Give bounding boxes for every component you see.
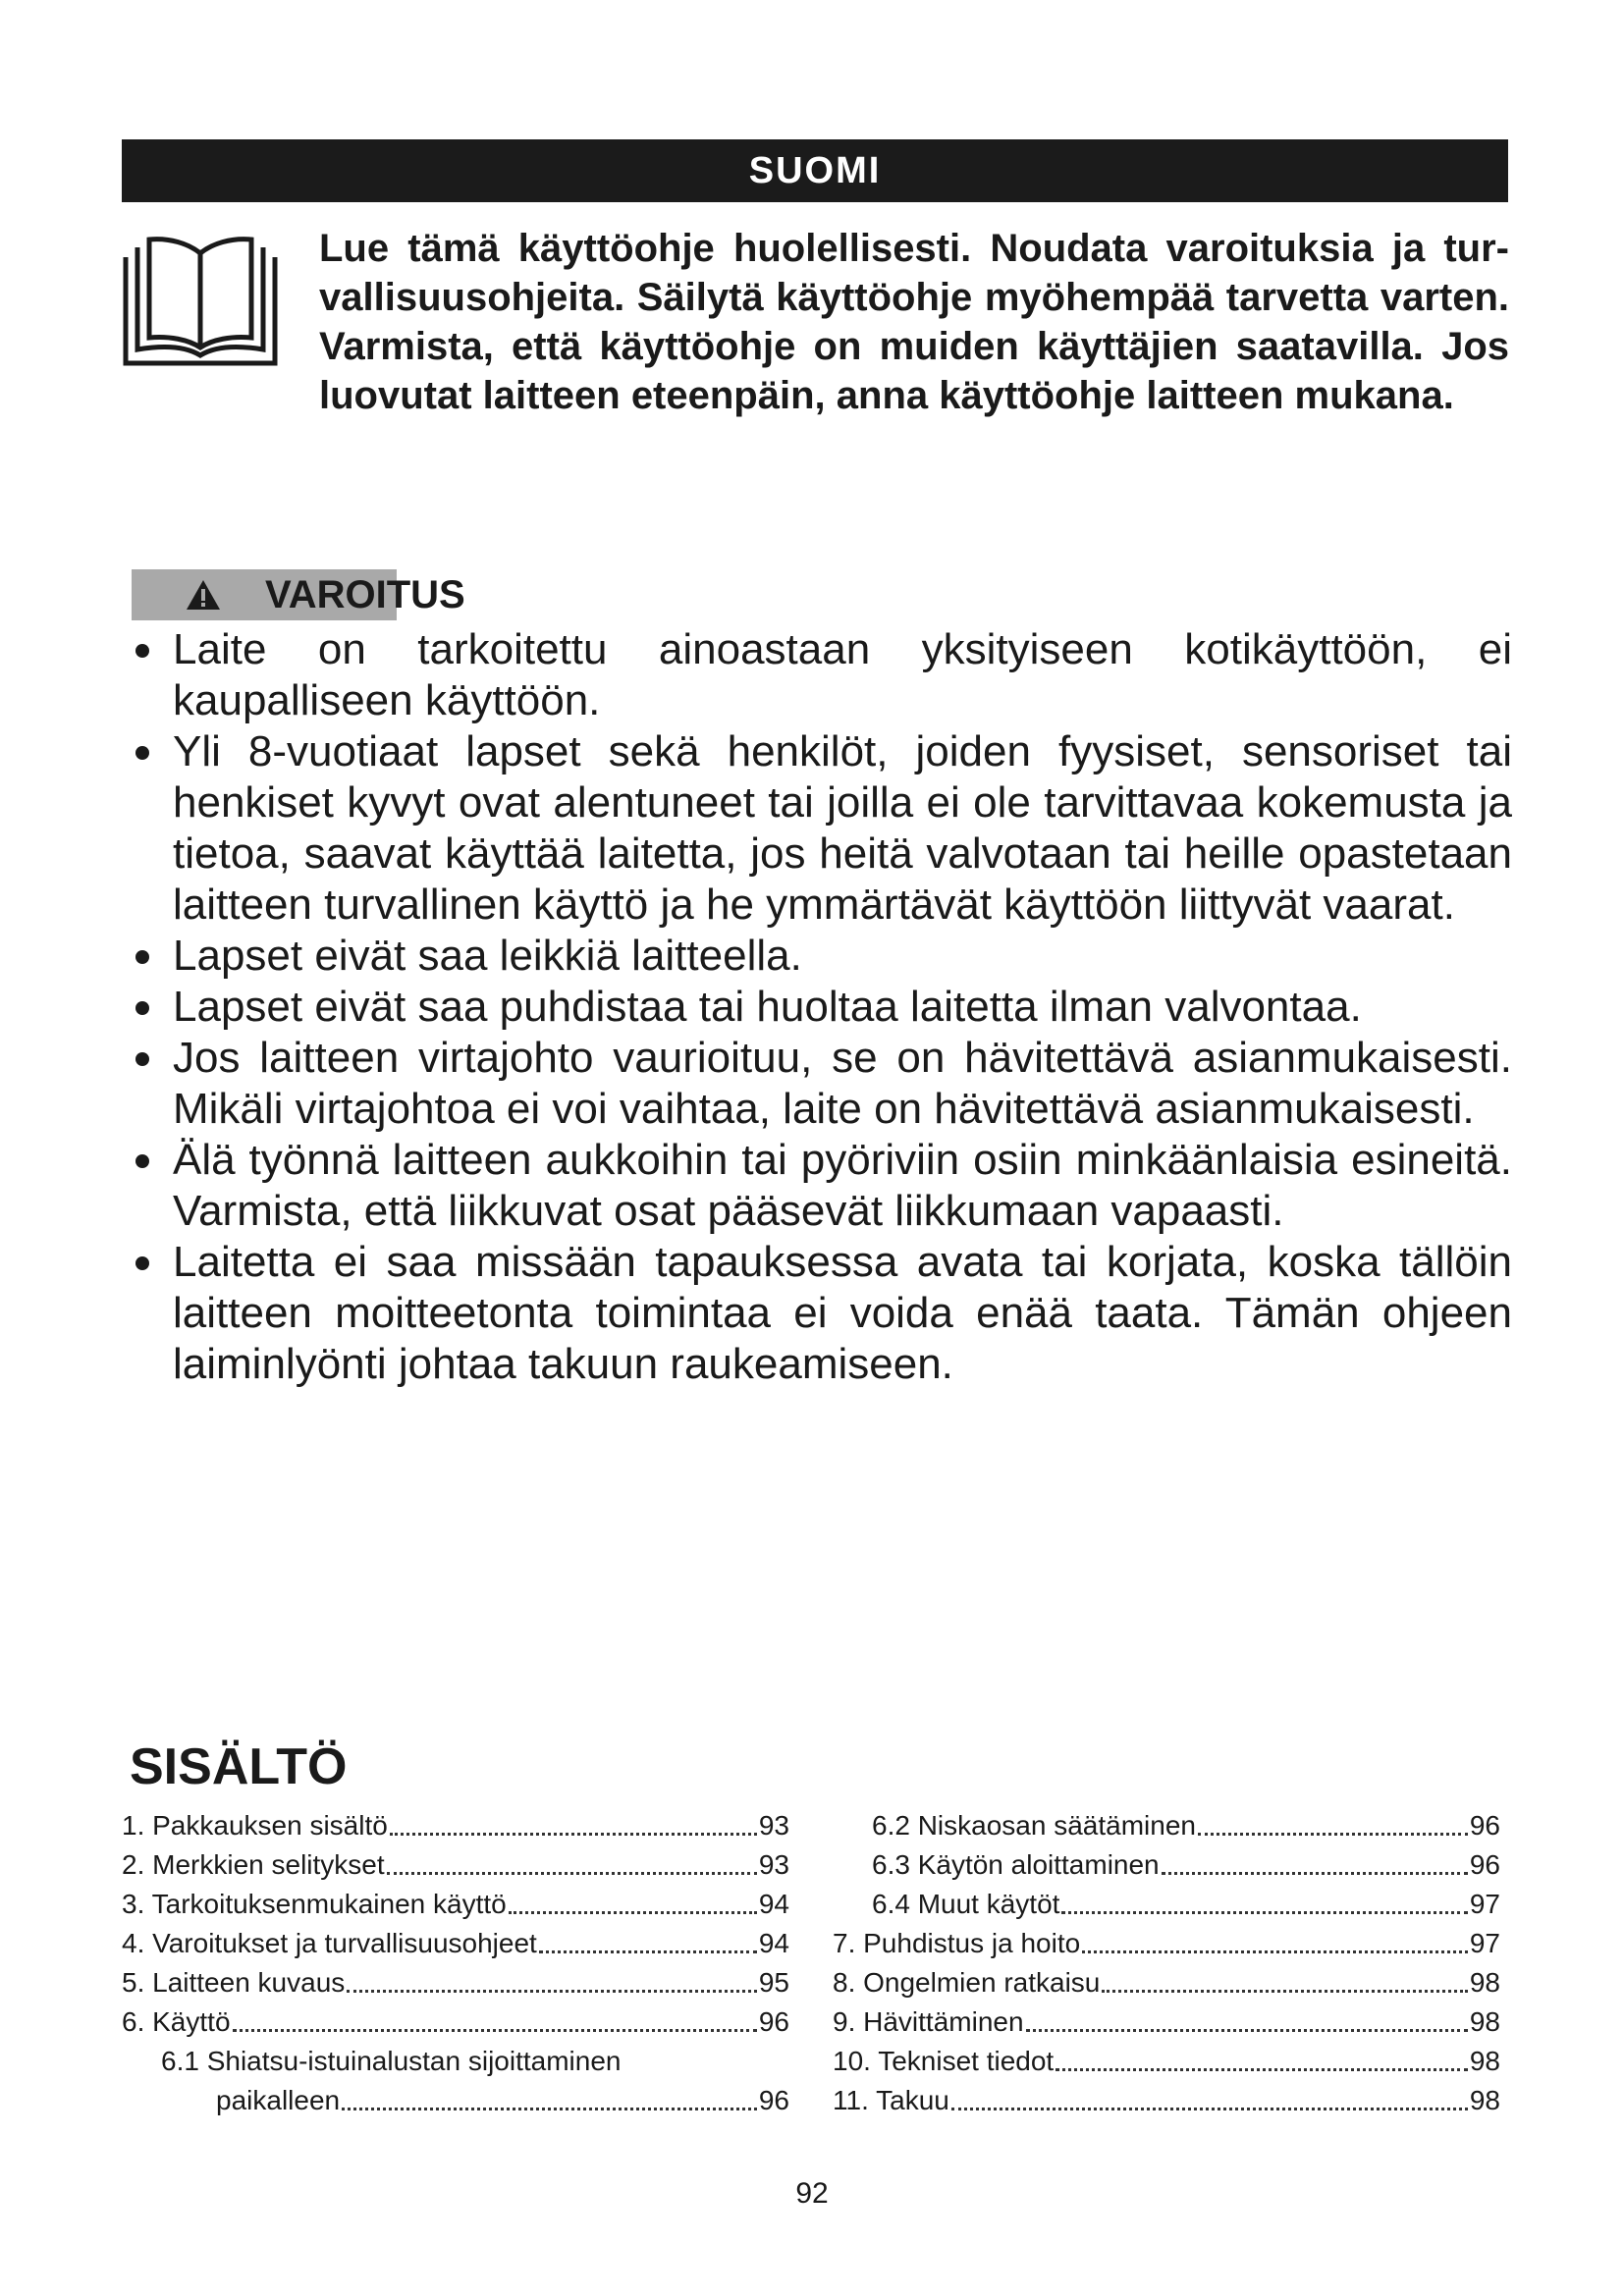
list-item <box>126 931 1512 982</box>
toc-entry <box>833 1845 1500 1885</box>
toc-leader <box>1026 2029 1468 2032</box>
bullet-icon <box>135 1052 149 1066</box>
toc-entry <box>833 1924 1500 1963</box>
toc-entry <box>833 2081 1500 2120</box>
toc-entry-label: 5. Laitteen kuvaus <box>122 1967 346 1998</box>
list-item <box>126 1135 1512 1237</box>
toc-entry-label: 7. Puhdistus ja hoito <box>833 1928 1081 1958</box>
toc-entry-label: 6. Käyttö <box>122 2006 231 2037</box>
toc-entry-label: 6.3 Käytön aloittaminen <box>872 1849 1160 1880</box>
list-item <box>126 726 1512 931</box>
list-item-text: Jos laitteen virtajohto vaurioituu, se on hävitettävä asianmukaisesti. Mikäli virtajohtoa ei voi vaihtaa, laite on hävitettävä asianmukaisesti. <box>173 1034 1512 1133</box>
toc-leader <box>347 1990 757 1993</box>
warning-list <box>126 624 1512 1390</box>
bullet-icon <box>135 644 149 658</box>
toc-entry <box>122 1845 789 1885</box>
toc-entry <box>122 1806 789 1845</box>
toc-entry-label: 6.4 Muut käytöt <box>872 1889 1060 1919</box>
toc-column-right <box>833 1806 1500 2120</box>
toc-entry-label: 11. Takuu <box>833 2085 949 2115</box>
toc-entry-page: 98 <box>1469 2085 1500 2115</box>
toc-entry <box>122 1924 789 1963</box>
list-item-text: Laite on tarkoitettu ainoastaan yksityiseen kotikäyttöön, ei kaupalliseen käyttöön. <box>173 625 1512 724</box>
toc-entry <box>833 1885 1500 1924</box>
bullet-icon <box>135 1154 149 1168</box>
toc-entry-label: 6.1 Shiatsu-istuinalustan sijoittaminen <box>161 2046 622 2076</box>
toc-column-left <box>122 1806 789 2120</box>
list-item <box>126 1033 1512 1135</box>
toc-entry-page: 97 <box>1469 1889 1500 1919</box>
toc-entry-label: 4. Varoitukset ja turvallisuusohjeet <box>122 1928 537 1958</box>
bullet-icon <box>135 950 149 964</box>
toc-entry-page: 96 <box>758 2006 789 2037</box>
toc-leader <box>1061 1911 1467 1914</box>
toc-leader <box>342 2108 757 2110</box>
toc-entry <box>122 1885 789 1924</box>
toc-leader <box>1198 1833 1468 1836</box>
toc-entry-page: 98 <box>1469 1967 1500 1998</box>
toc-entry-label: 6.2 Niskaosan säätäminen <box>872 1810 1196 1841</box>
toc-entry <box>833 2002 1500 2042</box>
intro-text: Lue tämä käyttöohje huolellisesti. Noudata varoituksia ja turvallisuusohjeita. Säilytä käyttöohje myöhempää tarvetta varten. Varmista, että käyttöohje on muiden käyttäjien saatavilla. Jos luovutat laitteen eteenpäin, anna käyttöohje laitteen mukana. <box>319 227 1509 417</box>
toc-entry <box>833 1806 1500 1845</box>
list-item <box>126 624 1512 726</box>
list-item-text: Lapset eivät saa leikkiä laitteella. <box>173 932 802 980</box>
list-item <box>126 1237 1512 1390</box>
toc-entry-page: 94 <box>758 1889 789 1919</box>
toc-entry <box>122 2081 789 2120</box>
open-book-icon <box>122 236 279 368</box>
toc-entry-page: 97 <box>1469 1928 1500 1958</box>
toc-entry-page: 96 <box>1469 1810 1500 1841</box>
toc-entry <box>833 2042 1500 2081</box>
toc-entry-label: 1. Pakkauksen sisältö <box>122 1810 388 1841</box>
toc-entry-page: 96 <box>1469 1849 1500 1880</box>
toc-entry-page: 94 <box>758 1928 789 1958</box>
toc-entry-page: 93 <box>758 1810 789 1841</box>
toc-title: SISÄLTÖ <box>130 1738 348 1795</box>
language-banner: SUOMI <box>122 139 1508 202</box>
toc-entry <box>122 2042 789 2081</box>
toc-leader <box>233 2029 757 2032</box>
toc-leader <box>1082 1950 1468 1953</box>
toc-entry-label: 8. Ongelmien ratkaisu <box>833 1967 1101 1998</box>
toc-entry-label: 10. Tekniset tiedot <box>833 2046 1055 2076</box>
warning-triangle-icon <box>185 578 222 612</box>
toc-entry-label: 3. Tarkoituksenmukainen käyttö <box>122 1889 507 1919</box>
list-item <box>126 982 1512 1033</box>
bullet-icon <box>135 1001 149 1015</box>
toc-leader <box>1056 2068 1468 2071</box>
toc-leader <box>387 1872 757 1875</box>
toc-entry-label: 2. Merkkien selitykset <box>122 1849 385 1880</box>
page-number: 92 <box>795 2177 829 2210</box>
list-item-text: Lapset eivät saa puhdistaa tai huoltaa laitetta ilman valvontaa. <box>173 983 1362 1031</box>
list-item-text: Älä työnnä laitteen aukkoihin tai pyöriviin osiin minkäänlaisia esineitä. Varmista, että liikkuvat osat pääsevät liikkumaan vapaasti. <box>173 1136 1512 1235</box>
toc-entry-page: 96 <box>758 2085 789 2115</box>
toc-entry-page: 98 <box>1469 2046 1500 2076</box>
toc-entry <box>833 1963 1500 2002</box>
bullet-icon <box>135 746 149 760</box>
bullet-icon <box>135 1256 149 1270</box>
toc-leader <box>539 1950 757 1953</box>
list-item-text: Laitetta ei saa missään tapauksessa avata tai korjata, koska tällöin laitteen moitteetonta toimintaa ei voida enää taata. Tämän ohjeen laiminlyönti johtaa takuun raukeamiseen. <box>173 1238 1512 1388</box>
toc-leader <box>509 1911 757 1914</box>
toc-entry-page: 95 <box>758 1967 789 1998</box>
toc-entry-page: 98 <box>1469 2006 1500 2037</box>
toc-leader <box>390 1833 757 1836</box>
toc-entry <box>122 2002 789 2042</box>
toc-entry-page: 93 <box>758 1849 789 1880</box>
warning-label: VAROITUS <box>265 573 465 616</box>
toc-leader <box>1162 1872 1468 1875</box>
warning-header <box>132 569 642 620</box>
toc-entry-label: 9. Hävittäminen <box>833 2006 1024 2037</box>
toc-leader <box>1102 1990 1467 1993</box>
toc-entry <box>122 1963 789 2002</box>
list-item-text: Yli 8-vuotiaat lapset sekä henkilöt, joiden fyysiset, sensoriset tai henkiset kyvyt ovat alentuneet tai joilla ei ole tarvittavaa kokemusta ja tietoa, saavat käyttää laitetta, jos heitä valvotaan tai heille opastetaan laitteen turvallinen käyttö ja he ymmärtävät käyttöön liittyvät vaarat. <box>173 727 1512 929</box>
toc-leader <box>951 2108 1468 2110</box>
toc-entry-label: paikalleen <box>216 2085 341 2115</box>
